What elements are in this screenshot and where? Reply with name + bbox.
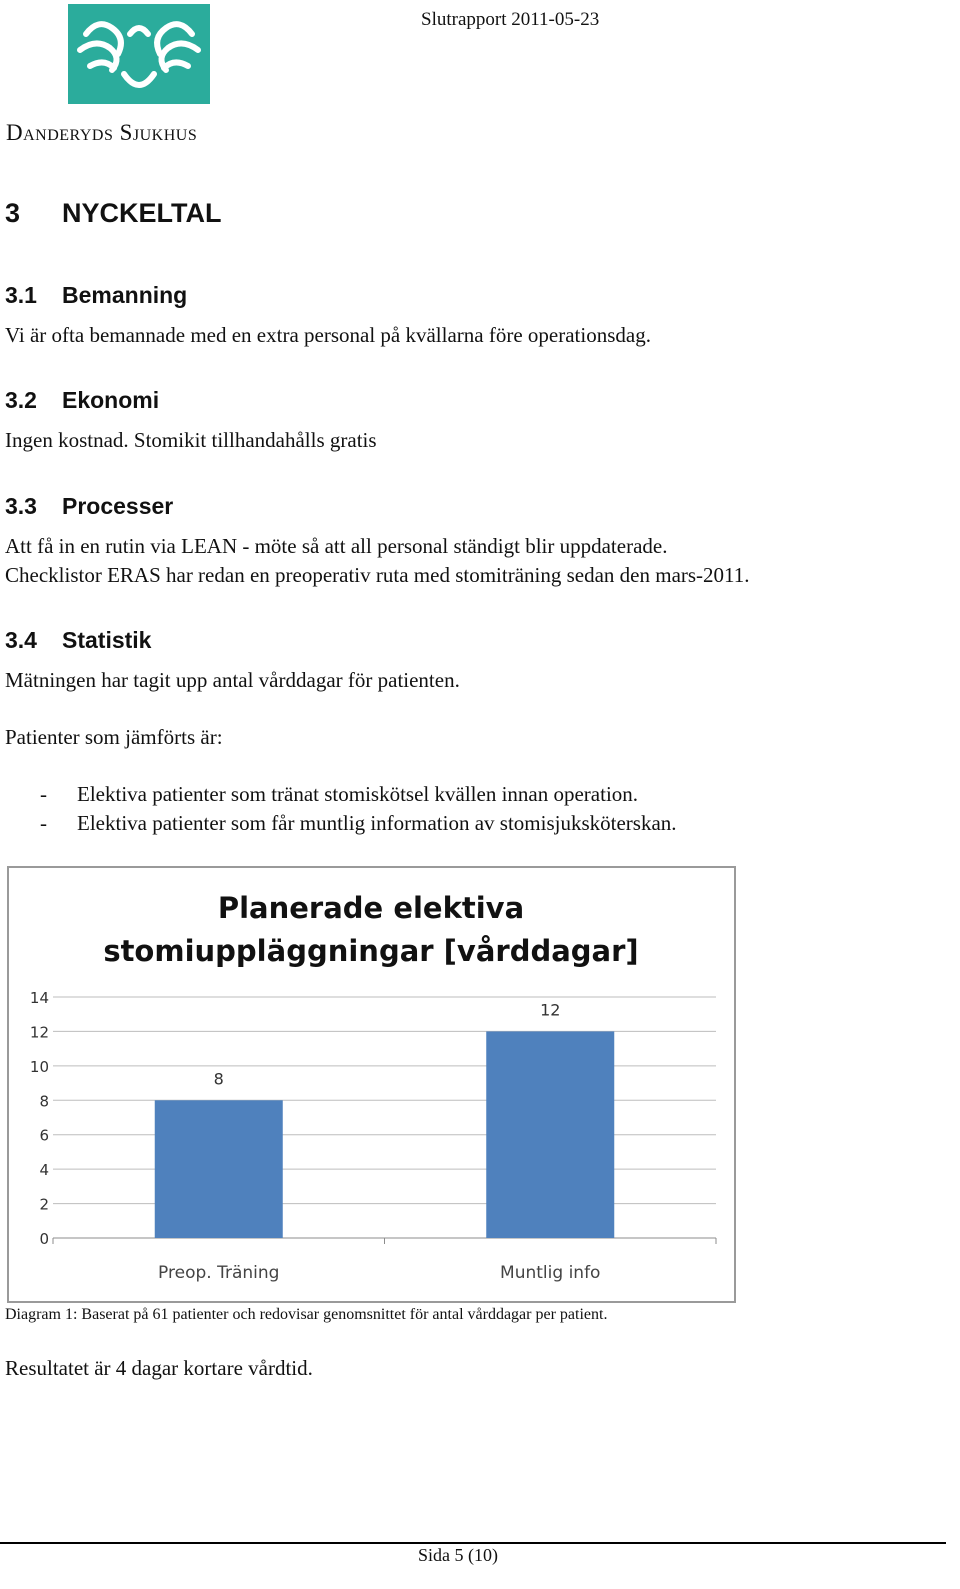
bullet-dash: - [40, 811, 47, 835]
x-category-label: Muntlig info [500, 1263, 601, 1283]
section-title: NYCKELTAL [62, 198, 222, 228]
paragraph-ekonomi: Ingen kostnad. Stomikit tillhandahålls gratis [5, 428, 377, 452]
subsection-title: Statistik [62, 627, 152, 653]
list-item [40, 811, 677, 836]
bullet-dash: - [40, 782, 47, 806]
subsection-title: Bemanning [62, 282, 188, 308]
y-tick-label: 10 [29, 1057, 49, 1076]
data-label: 8 [213, 1069, 224, 1089]
y-tick-label: 0 [39, 1230, 49, 1248]
chart-canvas [9, 868, 734, 1301]
list-item-text: Elektiva patienter som får muntlig information av stomisjuksköterskan. [77, 811, 677, 835]
data-label: 12 [540, 1000, 561, 1020]
subsection-number: 3.3 [5, 493, 37, 519]
chart-title-line2: stomiuppläggningar [vårddagar] [103, 934, 639, 968]
chart-title-line1: Planerade elektiva [217, 891, 525, 925]
subsection-title: Processer [62, 493, 174, 519]
subsection-heading-bemanning [5, 282, 187, 309]
y-tick-label: 8 [39, 1092, 49, 1111]
logo-emblem-icon [68, 4, 210, 104]
subsection-number: 3.2 [5, 387, 37, 413]
subsection-title: Ekonomi [62, 387, 160, 413]
page-number: Sida 5 (10) [418, 1545, 498, 1565]
subsection-heading-statistik [5, 627, 151, 654]
hospital-logo [68, 4, 210, 104]
bar [155, 1100, 283, 1238]
list-item [40, 782, 638, 807]
logo-text: Danderyds Sjukhus [6, 120, 198, 145]
list-item-text: Elektiva patienter som tränat stomiskötsel kvällen innan operation. [77, 782, 639, 806]
report-title: Slutrapport 2011-05-23 [421, 9, 600, 30]
paragraph-statistik-2: Patienter som jämförts är: [5, 725, 223, 749]
footer-divider [0, 1542, 946, 1544]
paragraph-processer-1: Att få in en rutin via LEAN - möte så att all personal ständigt blir uppdaterade. [5, 534, 668, 558]
subsection-heading-ekonomi [5, 387, 159, 414]
subsection-number: 3.1 [5, 282, 37, 308]
subsection-heading-processer [5, 493, 173, 520]
y-tick-label: 4 [39, 1161, 49, 1180]
result-text: Resultatet är 4 dagar kortare vårdtid. [5, 1356, 313, 1380]
x-category-label: Preop. Träning [158, 1263, 280, 1283]
section-heading [5, 198, 221, 229]
section-number: 3 [5, 198, 21, 228]
paragraph-processer-2: Checklistor ERAS har redan en preoperativ ruta med stomiträning sedan den mars-2011. [5, 563, 750, 587]
bar [486, 1031, 614, 1238]
y-tick-label: 2 [39, 1195, 49, 1214]
subsection-number: 3.4 [5, 627, 37, 653]
y-tick-label: 14 [29, 989, 49, 1007]
y-tick-label: 12 [29, 1023, 49, 1042]
y-tick-label: 6 [39, 1126, 49, 1145]
bar-chart [7, 866, 736, 1303]
chart-caption: Diagram 1: Baserat på 61 patienter och redovisar genomsnittet för antal vårddagar per patient. [5, 1306, 608, 1323]
paragraph-statistik-1: Mätningen har tagit upp antal vårddagar för patienten. [5, 668, 460, 692]
paragraph-bemanning: Vi är ofta bemannade med en extra personal på kvällarna före operationsdag. [5, 323, 651, 347]
